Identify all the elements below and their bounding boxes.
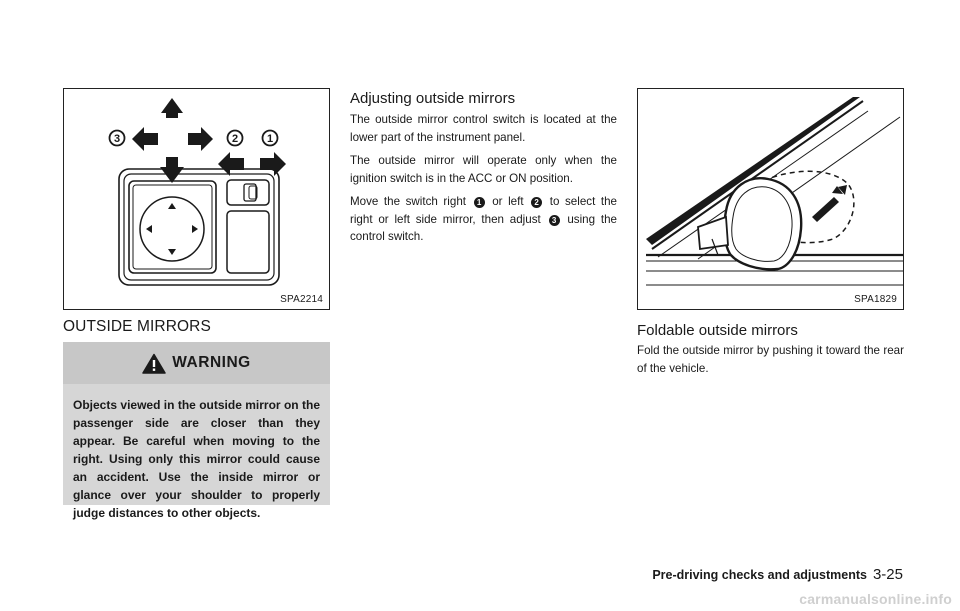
- adjusting-paragraph-3: Move the switch right 1 or left 2 to select the right or left side mirror, then adjust 3 using the control switch.: [350, 195, 617, 243]
- foldable-paragraph: Fold the outside mirror by pushing it toward the rear of the vehicle.: [637, 344, 904, 375]
- svg-text:1: 1: [266, 133, 274, 145]
- figure-mirror-switch: [63, 88, 330, 310]
- page-number: 3-25: [872, 566, 903, 583]
- watermark: carmanualsonline.info: [799, 591, 952, 607]
- mirror-switch-illustration: [64, 89, 329, 309]
- section-title: OUTSIDE MIRRORS: [63, 318, 211, 335]
- adjusting-paragraph-2: The outside mirror will operate only when the ignition switch is in the ACC or ON position.: [350, 154, 617, 185]
- mirror-housing: [724, 178, 801, 269]
- warning-title: WARNING: [172, 354, 251, 371]
- arrow-left-icon: [132, 127, 144, 151]
- foldable-mirror-illustration: [638, 89, 903, 309]
- arrow-right-icon: [201, 127, 213, 151]
- foldable-title: Foldable outside mirrors: [637, 322, 798, 339]
- mirror-control-pad: [129, 181, 216, 273]
- warning-box: [63, 342, 330, 520]
- callout-3-inline: 3: [549, 215, 560, 226]
- warning-text: Objects viewed in the outside mirror on the passenger side are closer than they appear. Be careful when moving to the right. Using only this mirror could cause an accident. Use the inside mirror or glance over your shoulder to properly judge distances to other objects.: [63, 384, 330, 505]
- footer-section-title: Pre-driving checks and adjustments: [652, 568, 867, 582]
- figure-foldable-mirror: [637, 88, 904, 310]
- adjusting-body: [350, 111, 617, 252]
- figure-code: SPA2214: [280, 294, 323, 305]
- adjusting-paragraph-1: The outside mirror control switch is located at the lower part of the instrument panel.: [350, 113, 617, 144]
- page-footer: [652, 566, 903, 583]
- warning-triangle-icon: [142, 353, 166, 374]
- arrow-select-left-icon: [218, 152, 230, 176]
- svg-text:2: 2: [231, 133, 239, 145]
- adjusting-title: Adjusting outside mirrors: [350, 90, 516, 107]
- warning-header: [63, 342, 330, 384]
- callout-2-inline: 2: [531, 197, 542, 208]
- callout-3: [110, 131, 125, 146]
- blank-switch: [227, 211, 269, 273]
- svg-text:3: 3: [113, 133, 121, 145]
- callout-1-inline: 1: [474, 197, 485, 208]
- figure-code: SPA1829: [854, 294, 897, 305]
- callout-1: [263, 131, 278, 146]
- callout-2: [228, 131, 243, 146]
